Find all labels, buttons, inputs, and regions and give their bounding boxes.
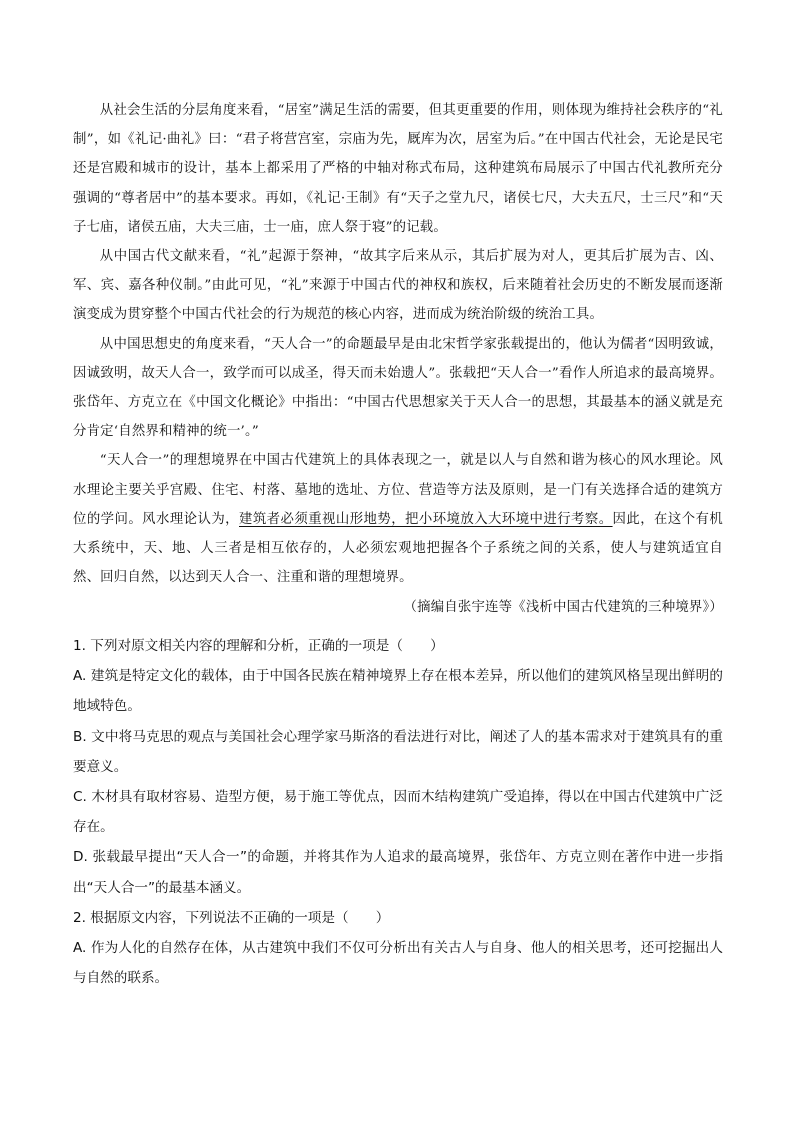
question-2-option-a: A. 作为人化的自然存在体，从古建筑中我们不仅可分析出有关古人与自身、他人的相关思考，还可挖掘出人与自然的联系。 — [73, 940, 723, 987]
passage-paragraph-4 — [73, 446, 723, 592]
paragraph-4-text-end: 因此，在这个有机大系统中，天、地、人三者是相互依存的，人必须宏观地把握各个子系统之间的关系，使人与建筑适宜自然、回归自然，以达到天人合一、注重和谐的理想境界。 — [73, 511, 723, 586]
questions-section — [73, 631, 723, 993]
question-1-option-a: A. 建筑是特定文化的载体，由于中国各民族在精神境界上存在根本差异，所以他们的建筑风格呈现出鲜明的地域特色。 — [73, 668, 723, 715]
paragraph-4-text-start: “天人合一”的理想境界在中国古代建筑上的具体表现之一，就是以人与自然和谐为核心的风水理论。风水理论主要关乎宫殿、住宅、村落、墓地的选址、方位、营造等方法及原则，是一门有关选择合适的建筑方位的学问。风水理论认为， — [73, 453, 723, 527]
passage-paragraph-3: 从中国思想史的角度来看，“天人合一”的命题最早是由北宋哲学家张载提出的，他认为儒者“因明致诚，因诚致明，故天人合一，致学而可以成圣，得天而未始遗人”。张载把“天人合一”看作人所追求的最高境界。张岱年、方克立在《中国文化概论》中指出：“中国古代思想家关于天人合一的思想，其最基本的涵义就是充分肯定‘自然界和精神的统一’。” — [73, 336, 723, 440]
passage-paragraph-1: 从社会生活的分层角度来看，“居室”满足生活的需要，但其更重要的作用，则体现为维持社会秩序的“礼制”，如《礼记·曲礼》曰：“君子将营宫室，宗庙为先，厩库为次，居室为后。”在中国古代社会，无论是民宅还是宫殿和城市的设计，基本上都采用了严格的中轴对称式布局，这种建筑布局展示了中国古代礼教所充分强调的“尊者居中”的基本要求。再如，《礼记·王制》有“天子之堂九尺，诸侯七尺，大夫五尺，士三尺”和“天子七庙，诸侯五庙，大夫三庙，士一庙，庶人祭于寝”的记载。 — [73, 103, 723, 235]
question-1-option-c: C. 木材具有取材容易、造型方便，易于施工等优点，因而木结构建筑广受追捧，得以在中国古代建筑中广泛存在。 — [73, 789, 723, 836]
passage-source-citation: （摘编自张宇连等《浅析中国古代建筑的三种境界》） — [403, 600, 723, 616]
passage-paragraph-2: 从中国古代文献来看，“礼”起源于祭神，“故其字后来从示，其后扩展为对人，更其后扩展为吉、凶、军、宾、嘉各种仪制。”由此可见，“礼”来源于中国古代的神权和族权，后来随着社会历史的不断发展而逐渐演变成为贯穿整个中国古代社会的行为规范的核心内容，进而成为统治阶级的统治工具。 — [73, 249, 723, 323]
reading-passage — [73, 96, 723, 623]
question-1 — [73, 631, 723, 903]
question-2-stem: 2. 根据原文内容，下列说法不正确的一项是（ ） — [73, 909, 390, 926]
question-2 — [73, 903, 723, 994]
underlined-sentence: 建筑者必须重视山形地势，把小环境放入大环境中进行考察。 — [239, 511, 613, 527]
question-1-option-b: B. 文中将马克思的观点与美国社会心理学家马斯洛的看法进行对比，阐述了人的基本需求对于建筑具有的重要意义。 — [73, 728, 723, 775]
question-1-option-d: D. 张载最早提出“天人合一”的命题，并将其作为人追求的最高境界，张岱年、方克立则在著作中进一步指出“天人合一”的最基本涵义。 — [73, 849, 723, 896]
question-1-stem: 1. 下列对原文相关内容的理解和分析，正确的一项是（ ） — [73, 638, 444, 654]
